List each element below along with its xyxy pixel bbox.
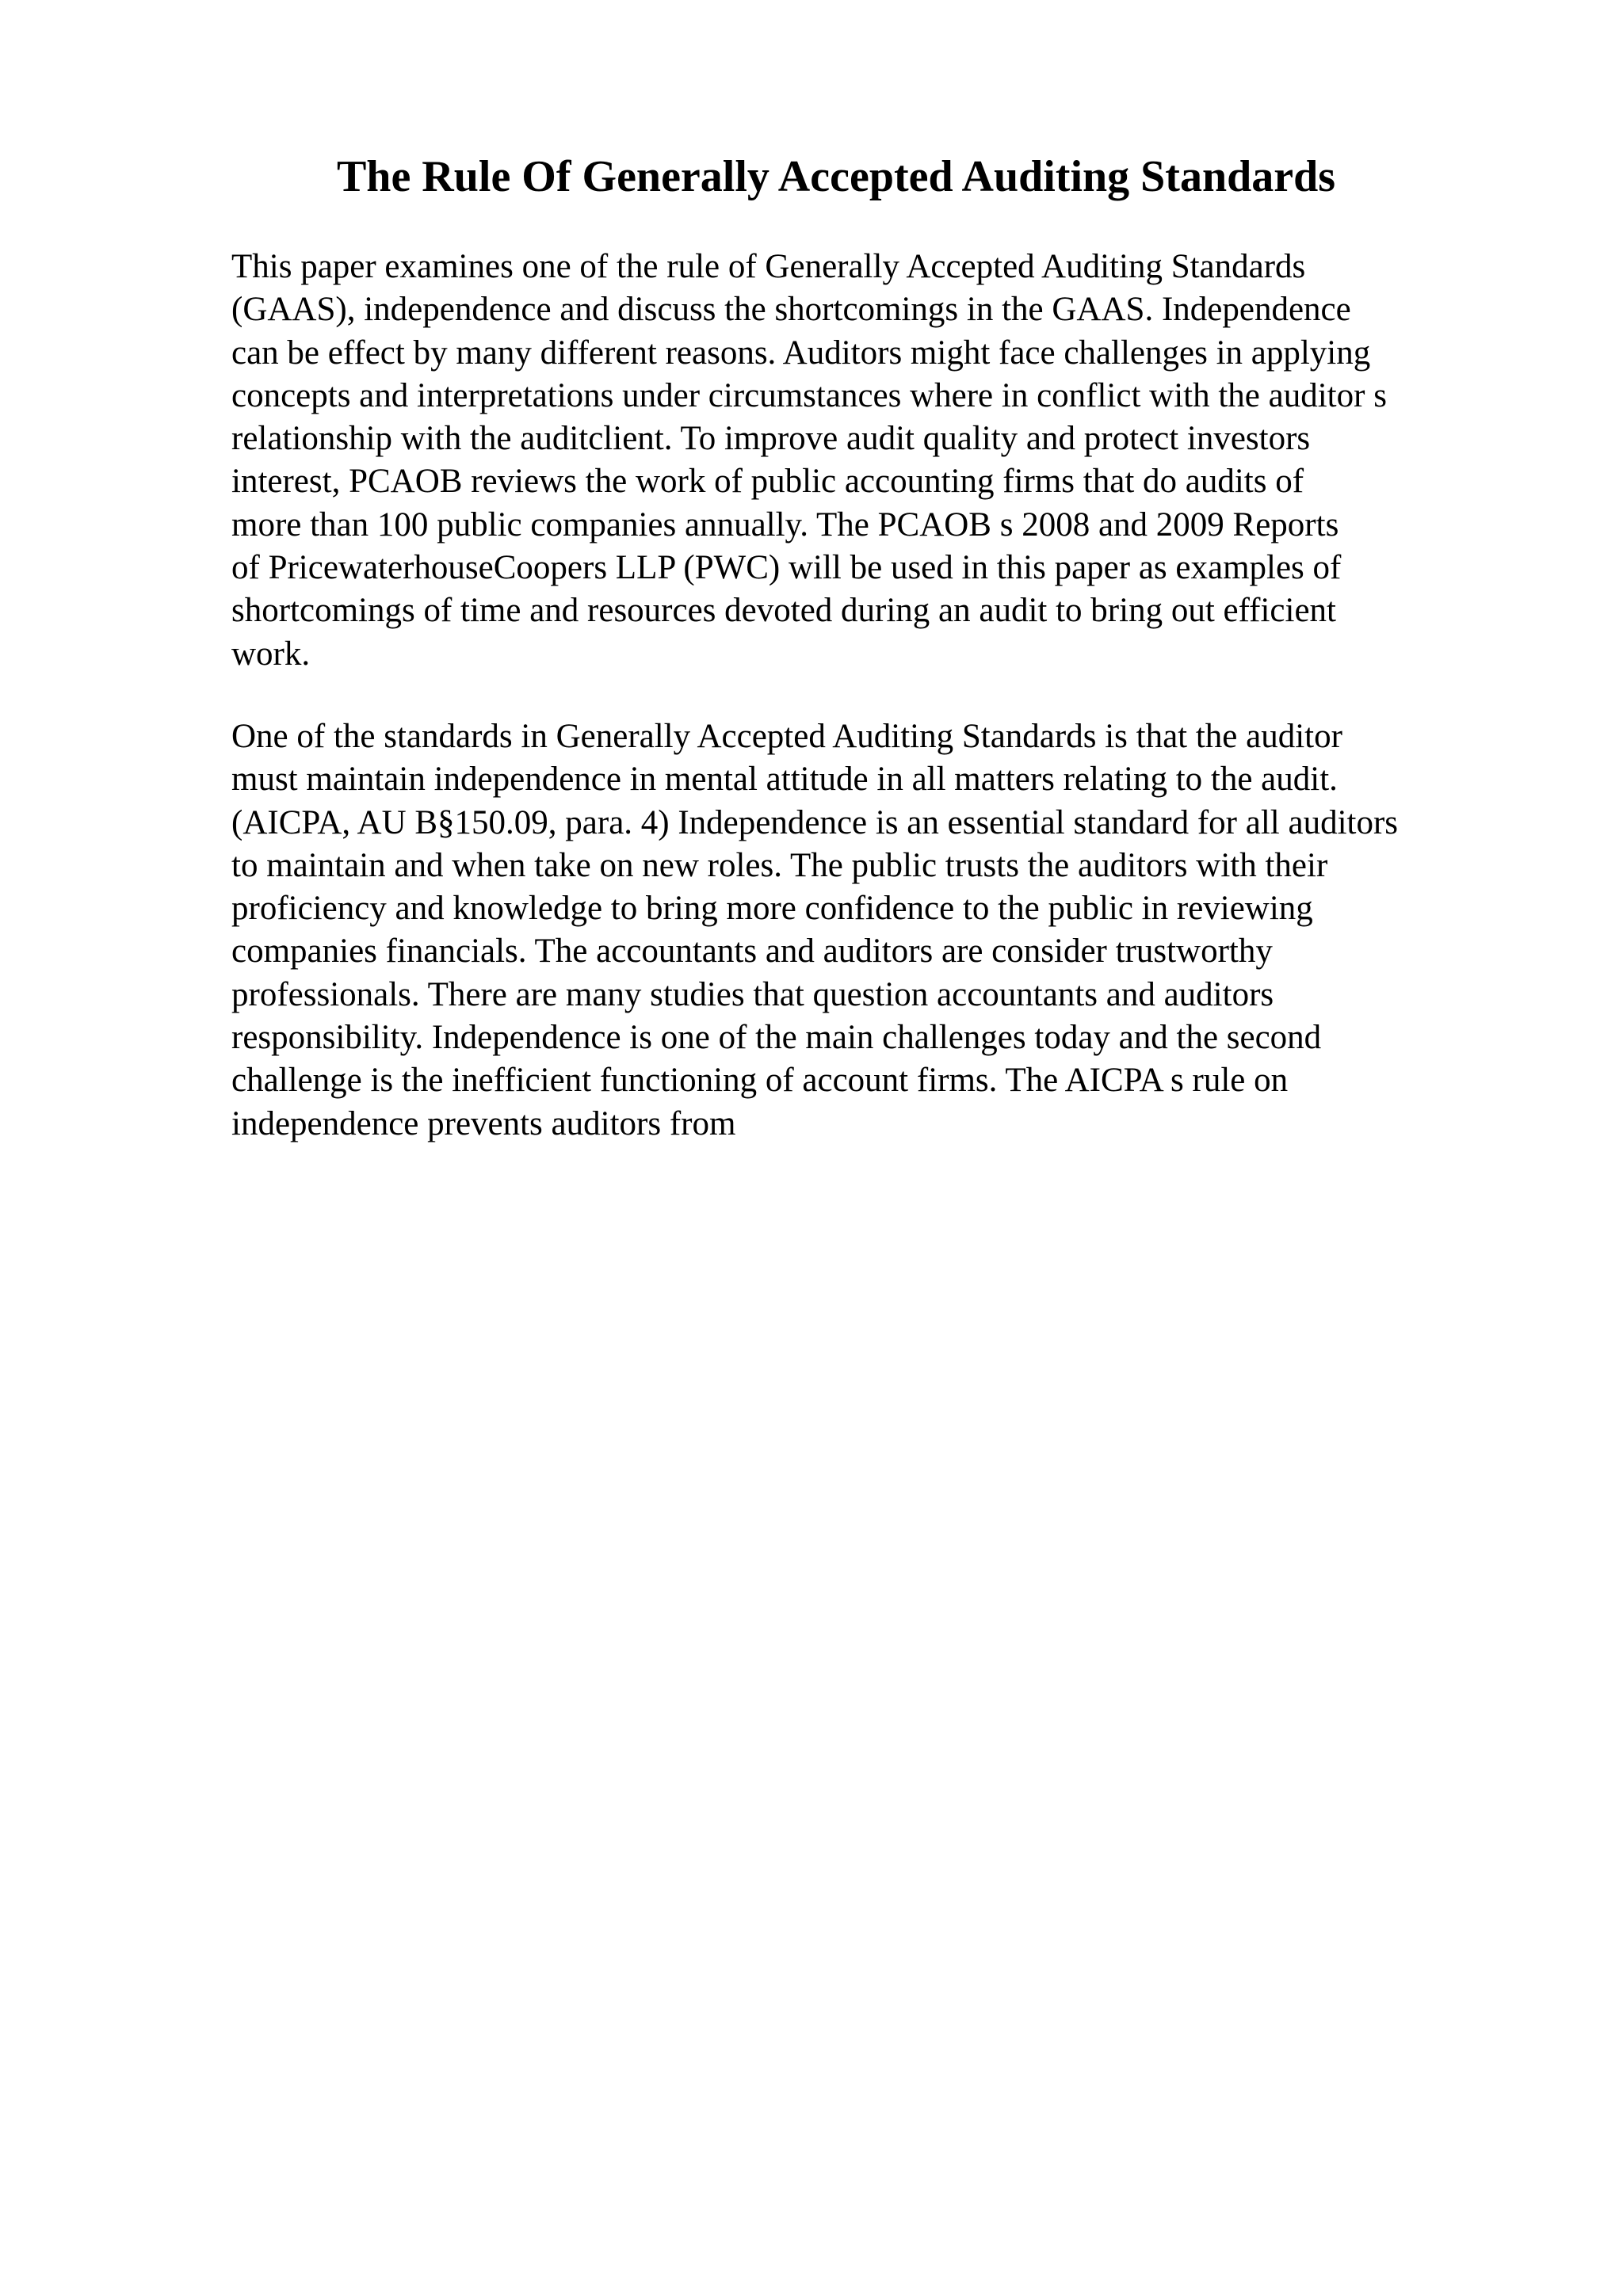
text-line: professionals. There are many studies that question accountants and auditors xyxy=(231,975,1274,1013)
document-title: The Rule Of Generally Accepted Auditing Standards xyxy=(336,152,1336,201)
text-line: to maintain and when take on new roles. The public trusts the auditors with their xyxy=(231,846,1328,884)
text-line: (GAAS), independence and discuss the shortcomings in the GAAS. Independence xyxy=(231,291,1351,329)
text-line: One of the standards in Generally Accepted Auditing Standards is that the auditor xyxy=(231,718,1342,755)
paragraph-intro xyxy=(231,246,1387,676)
text-line: interest, PCAOB reviews the work of public accounting firms that do audits of xyxy=(231,463,1304,501)
text-line: must maintain independence in mental attitude in all matters relating to the audit. xyxy=(231,761,1338,799)
text-line: proficiency and knowledge to bring more confidence to the public in reviewing xyxy=(231,890,1313,928)
text-line: challenge is the inefficient functioning of account firms. The AICPA s rule on xyxy=(231,1062,1289,1100)
text-line: shortcomings of time and resources devoted during an audit to bring out efficient xyxy=(231,592,1336,630)
text-line: of PricewaterhouseCoopers LLP (PWC) will be used in this paper as examples of xyxy=(231,549,1342,587)
text-line: (AICPA, AU B§150.09, para. 4) Independence is an essential standard for all auditors xyxy=(231,803,1399,841)
text-line: concepts and interpretations under circumstances where in conflict with the auditor s xyxy=(231,376,1387,414)
text-line: This paper examines one of the rule of Generally Accepted Auditing Standards xyxy=(231,248,1306,285)
text-line: companies financials. The accountants and auditors are consider trustworthy xyxy=(231,933,1273,971)
text-line: relationship with the auditclient. To improve audit quality and protect investors xyxy=(231,420,1311,458)
paragraph-independence xyxy=(231,715,1398,1146)
text-line: can be effect by many different reasons. Auditors might face challenges in applying xyxy=(231,334,1371,372)
text-line: responsibility. Independence is one of the main challenges today and the second xyxy=(231,1019,1322,1057)
text-line: work. xyxy=(231,635,311,673)
text-line: independence prevents auditors from xyxy=(231,1104,736,1142)
text-line: more than 100 public companies annually. The PCAOB s 2008 and 2009 Reports xyxy=(231,505,1339,543)
